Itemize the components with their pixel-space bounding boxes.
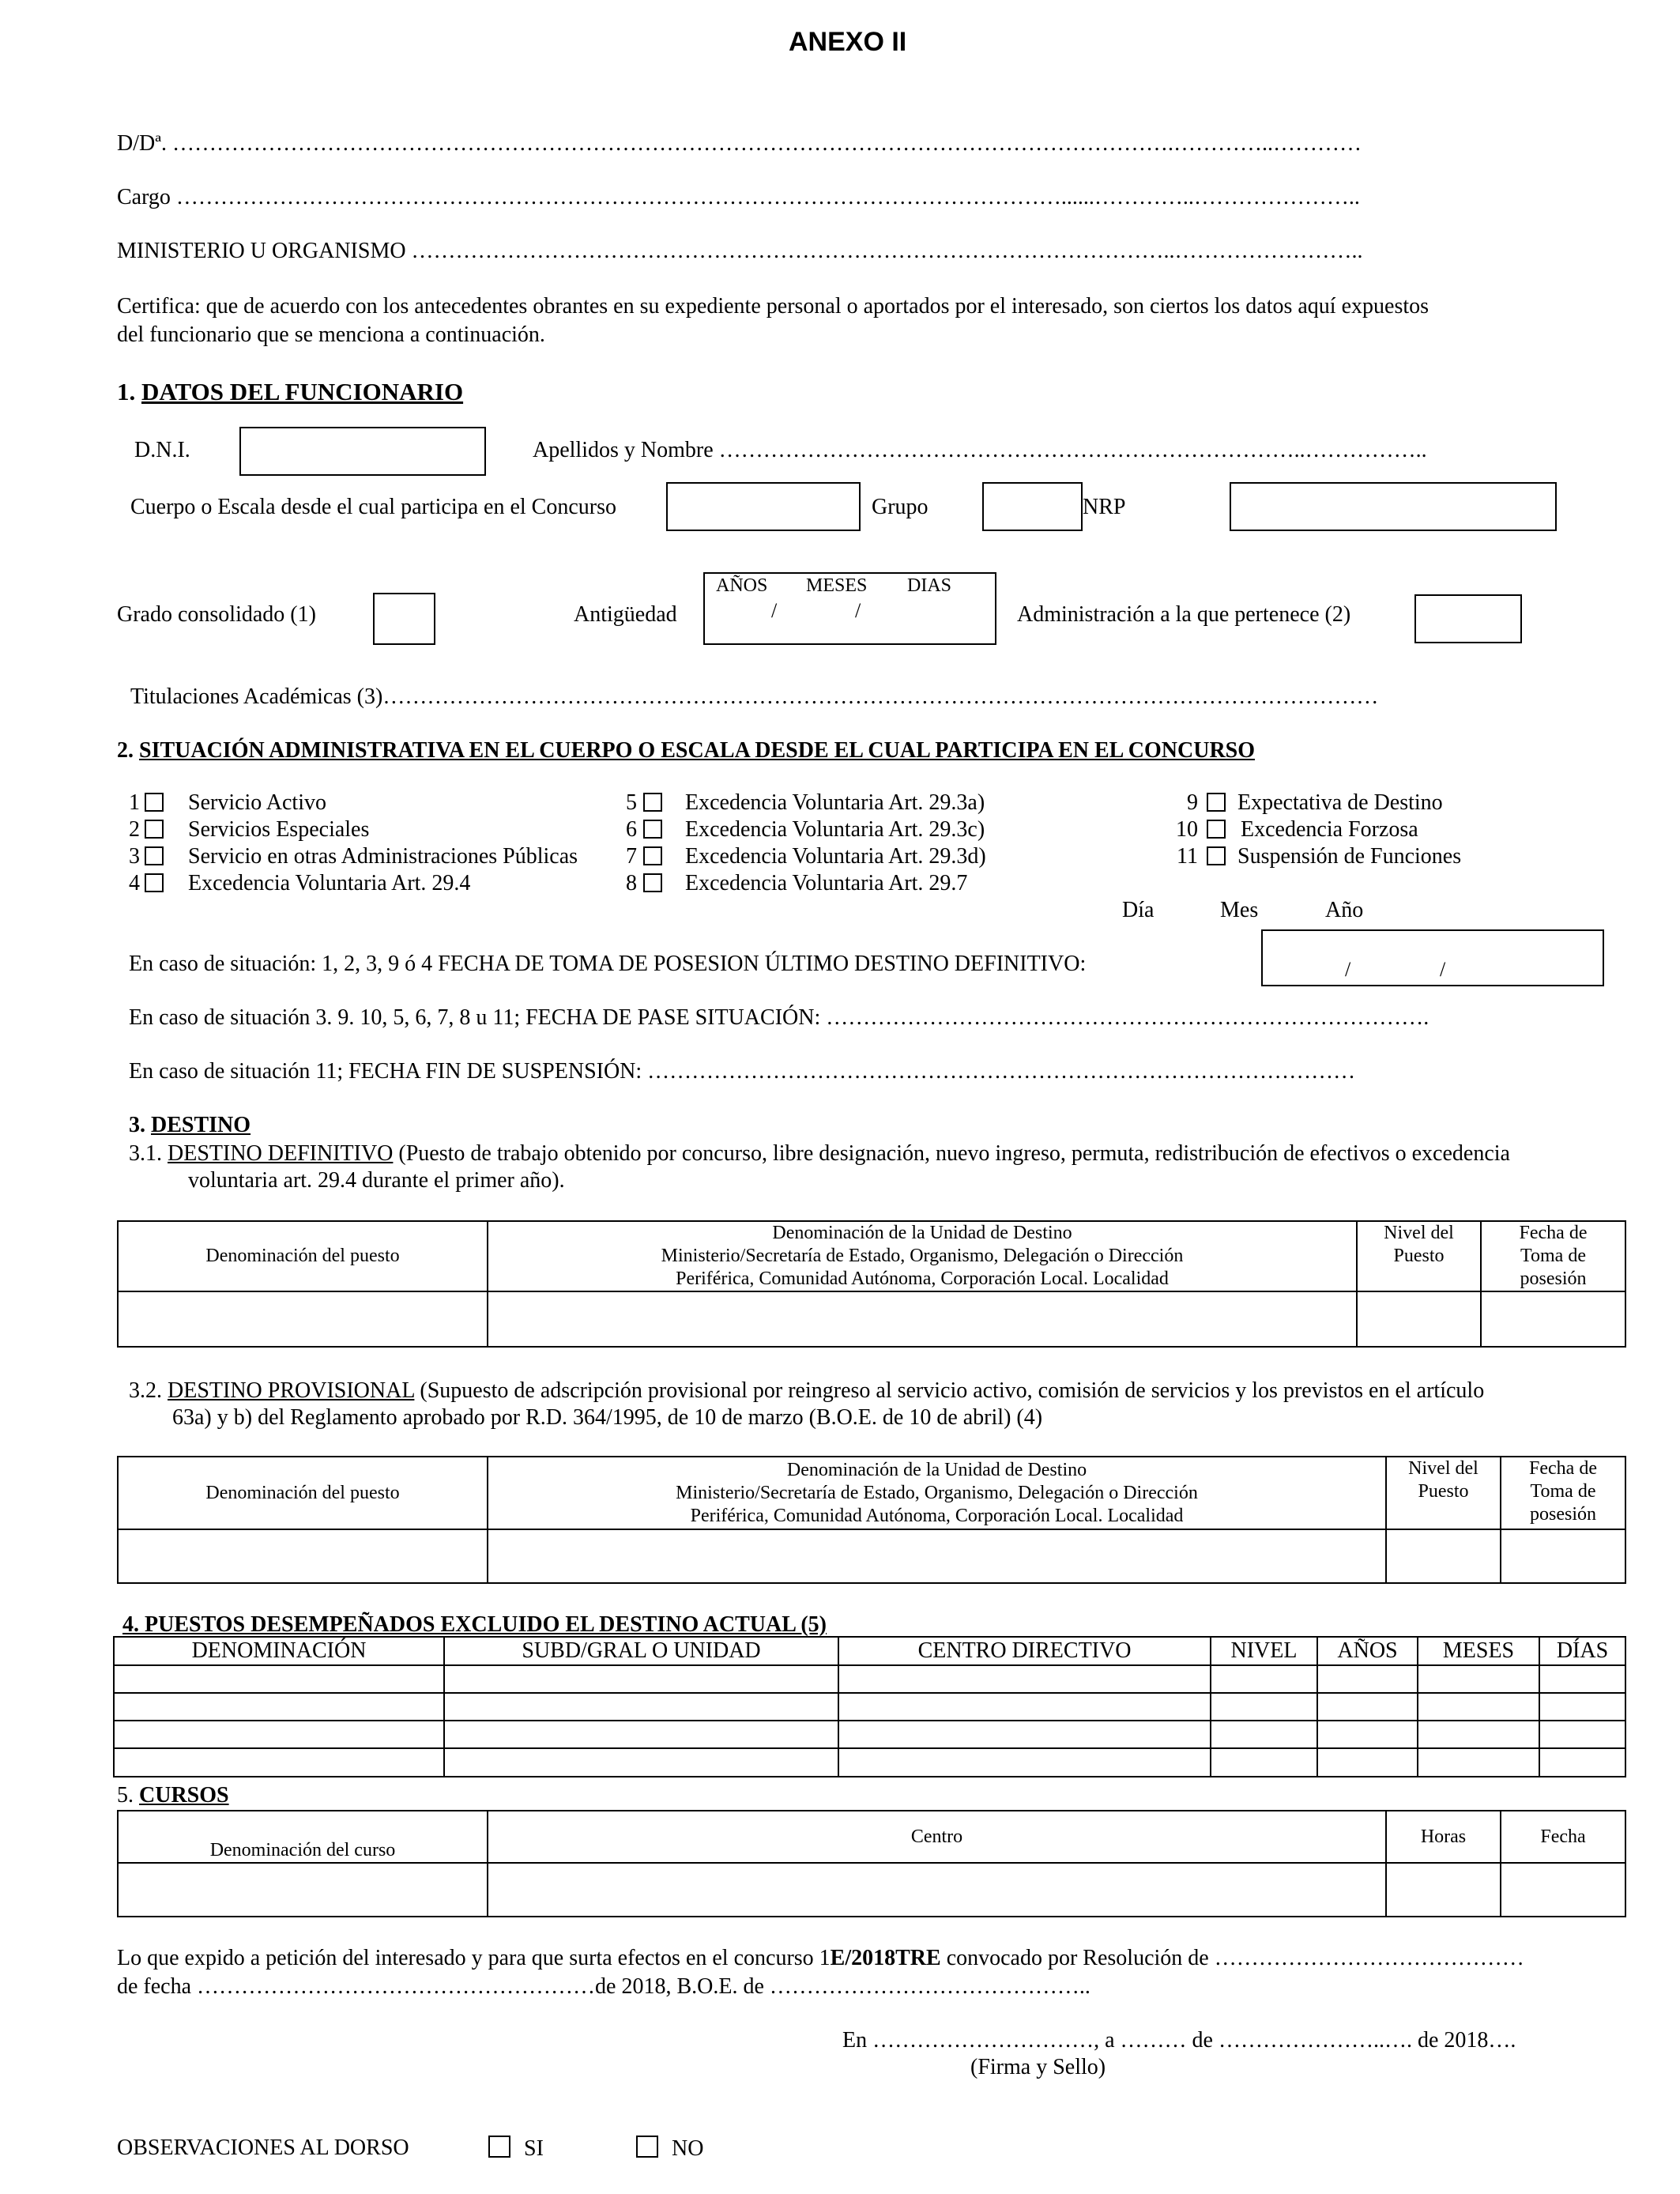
anos-label: AÑOS bbox=[716, 575, 768, 596]
table-row[interactable] bbox=[114, 1693, 1625, 1721]
cell-puesto[interactable] bbox=[118, 1291, 488, 1347]
checkbox-icon[interactable] bbox=[643, 846, 662, 865]
table-header-row bbox=[118, 1457, 1625, 1529]
destino-definitivo-text: 3.1. DESTINO DEFINITIVO (Puesto de trabajo obtenido por concurso, libre designación, nuevo ingreso, permuta, redistribución de efectivos o excedencia bbox=[129, 1141, 1510, 1166]
col-horas: Horas bbox=[1386, 1811, 1501, 1863]
toma-posesion-label: En caso de situación: 1, 2, 3, 9 ó 4 FECHA DE TOMA DE POSESION ÚLTIMO DESTINO DEFINITIVO: bbox=[129, 952, 1087, 976]
checkbox-icon[interactable] bbox=[145, 820, 164, 839]
table-cell[interactable] bbox=[1317, 1665, 1418, 1693]
pase-situacion-line[interactable]: En caso de situación 3. 9. 10, 5, 6, 7, 8 u 11; FECHA DE PASE SITUACIÓN: ………………………………………………………………………. bbox=[129, 1005, 1430, 1030]
col-nivel-puesto: Nivel del Puesto bbox=[1357, 1221, 1481, 1291]
cell-fecha[interactable] bbox=[1501, 1863, 1625, 1917]
checkbox-icon[interactable] bbox=[488, 2136, 510, 2158]
fecha-boe-line[interactable]: de fecha ………………………………………………de 2018, B.O.E. de …………………………………….. bbox=[117, 1974, 1090, 1999]
table-cell[interactable] bbox=[444, 1693, 838, 1721]
cell-puesto[interactable] bbox=[118, 1529, 488, 1583]
table-row[interactable] bbox=[114, 1748, 1625, 1777]
cuerpo-field[interactable] bbox=[666, 482, 861, 531]
cell-fecha[interactable] bbox=[1501, 1529, 1625, 1583]
ministerio-line[interactable]: MINISTERIO U ORGANISMO …………………………………………………………………………………………..…………………….. bbox=[117, 239, 1363, 263]
table-cell[interactable] bbox=[1211, 1748, 1317, 1777]
section-2-heading bbox=[117, 738, 1255, 763]
cursos-table bbox=[117, 1810, 1626, 1917]
table-cell[interactable] bbox=[1211, 1693, 1317, 1721]
checkbox-icon[interactable] bbox=[145, 873, 164, 892]
table-row[interactable] bbox=[114, 1665, 1625, 1693]
lugar-fecha-line[interactable]: En …………………………, a ……… de …………………..…. de 2018…. bbox=[842, 2028, 1516, 2053]
antiguedad-field[interactable] bbox=[703, 572, 996, 645]
section-5-number: 5. bbox=[117, 1783, 139, 1808]
destino-definitivo-text-2: voluntaria art. 29.4 durante el primer año). bbox=[188, 1168, 565, 1193]
table-cell[interactable] bbox=[444, 1665, 838, 1693]
administracion-field[interactable] bbox=[1414, 594, 1522, 643]
checkbox-icon[interactable] bbox=[643, 820, 662, 839]
cell-nivel[interactable] bbox=[1357, 1291, 1481, 1347]
destino-provisional-title: DESTINO PROVISIONAL bbox=[168, 1378, 415, 1403]
administracion-label: Administración a la que pertenece (2) bbox=[1017, 602, 1351, 627]
section-5-title: CURSOS bbox=[139, 1783, 229, 1808]
date-separator: / bbox=[1440, 958, 1446, 981]
destino-definitivo-table bbox=[117, 1220, 1626, 1348]
grupo-field[interactable] bbox=[982, 482, 1083, 531]
situacion-option-11[interactable]: 11 Suspensión de Funciones bbox=[1177, 844, 1462, 869]
puestos-desempenados-table bbox=[113, 1636, 1626, 1777]
col-nivel-puesto: Nivel del Puesto bbox=[1386, 1457, 1501, 1529]
concurso-code: E/2018TRE bbox=[830, 1946, 941, 1970]
col-denominacion-curso: Denominación del curso bbox=[118, 1811, 488, 1863]
table-row[interactable] bbox=[114, 1721, 1625, 1748]
situacion-option-7[interactable]: 7 Excedencia Voluntaria Art. 29.3d) bbox=[626, 844, 986, 869]
situacion-option-1[interactable]: 1 Servicio Activo bbox=[129, 790, 326, 815]
section-4-heading: 4. PUESTOS DESEMPEÑADOS EXCLUIDO EL DESTINO ACTUAL (5) bbox=[122, 1612, 827, 1637]
destino-provisional-table bbox=[117, 1456, 1626, 1584]
expido-line[interactable]: Lo que expido a petición del interesado y para que surta efectos en el concurso 1E/2018TRE convocado por Resolución de …………………………………… bbox=[117, 1946, 1524, 1970]
section-2-number: 2. bbox=[117, 738, 139, 763]
firma-sello-label: (Firma y Sello) bbox=[970, 2055, 1106, 2079]
table-cell[interactable] bbox=[1211, 1665, 1317, 1693]
checkbox-icon[interactable] bbox=[1207, 820, 1226, 839]
table-cell[interactable] bbox=[1418, 1665, 1539, 1693]
ano-label: Año bbox=[1325, 898, 1364, 922]
cell-unidad[interactable] bbox=[488, 1291, 1357, 1347]
dias-label: DIAS bbox=[907, 575, 952, 596]
col-denominacion-puesto: Denominación del puesto bbox=[118, 1221, 488, 1291]
section-5-heading bbox=[117, 1783, 229, 1808]
nrp-label: NRP bbox=[1083, 495, 1126, 519]
checkbox-icon[interactable] bbox=[1207, 846, 1226, 865]
observaciones-si-option[interactable]: SI bbox=[488, 2136, 544, 2162]
grado-label: Grado consolidado (1) bbox=[117, 602, 316, 627]
table-row[interactable] bbox=[118, 1291, 1625, 1347]
certifica-text-2: del funcionario que se menciona a continuación. bbox=[117, 322, 545, 347]
situacion-option-9[interactable]: 9 Expectativa de Destino bbox=[1187, 790, 1443, 815]
table-cell[interactable] bbox=[1317, 1748, 1418, 1777]
table-header-row bbox=[118, 1811, 1625, 1863]
table-cell[interactable] bbox=[838, 1693, 1211, 1721]
dia-label: Día bbox=[1122, 898, 1155, 922]
situacion-option-10[interactable]: 10 Excedencia Forzosa bbox=[1176, 817, 1418, 842]
table-header-row bbox=[114, 1637, 1625, 1665]
cuerpo-label: Cuerpo o Escala desde el cual participa en el Concurso bbox=[130, 495, 616, 519]
col-unidad-destino: Denominación de la Unidad de Destino Ministerio/Secretaría de Estado, Organismo, Delegación o Dirección Periférica, Comunidad Autónoma, Corporación Local. Localidad bbox=[488, 1457, 1386, 1529]
fin-suspension-line[interactable]: En caso de situación 11; FECHA FIN DE SUSPENSIÓN: …………………………………………………………………………………… bbox=[129, 1059, 1356, 1084]
dni-label: D.N.I. bbox=[134, 438, 190, 462]
table-cell[interactable] bbox=[1418, 1721, 1539, 1748]
table-cell[interactable] bbox=[838, 1665, 1211, 1693]
titulaciones-line[interactable]: Titulaciones Académicas (3)……………………………………………………………………………………………………………………… bbox=[130, 684, 1379, 709]
table-cell[interactable] bbox=[1539, 1693, 1625, 1721]
nrp-field[interactable] bbox=[1230, 482, 1557, 531]
table-cell[interactable] bbox=[838, 1748, 1211, 1777]
situacion-option-3[interactable]: 3 Servicio en otras Administraciones Públicas bbox=[129, 844, 578, 869]
col-denominacion-puesto: Denominación del puesto bbox=[118, 1457, 488, 1529]
table-row[interactable] bbox=[118, 1863, 1625, 1917]
destino-provisional-text-2: 63a) y b) del Reglamento aprobado por R.D. 364/1995, de 10 de marzo (B.O.E. de 10 de abril) (4) bbox=[172, 1405, 1043, 1430]
checkbox-icon[interactable] bbox=[643, 873, 662, 892]
table-cell[interactable] bbox=[1418, 1693, 1539, 1721]
situacion-option-2[interactable]: 2 Servicios Especiales bbox=[129, 817, 370, 842]
section-1-title: DATOS DEL FUNCIONARIO bbox=[141, 378, 464, 405]
destino-provisional-text: 3.2. DESTINO PROVISIONAL (Supuesto de adscripción provisional por reingreso al servicio activo, comisión de servicios y los previstos en el artículo bbox=[129, 1378, 1485, 1403]
situacion-option-6[interactable]: 6 Excedencia Voluntaria Art. 29.3c) bbox=[626, 817, 985, 842]
checkbox-icon[interactable] bbox=[145, 846, 164, 865]
section-1-number: 1. bbox=[117, 378, 141, 405]
col-fecha: Fecha bbox=[1501, 1811, 1625, 1863]
date-separator: / bbox=[771, 599, 778, 622]
col-fecha-toma: Fecha de Toma de posesión bbox=[1481, 1221, 1625, 1291]
grupo-label: Grupo bbox=[872, 495, 929, 519]
situacion-option-4[interactable]: 4 Excedencia Voluntaria Art. 29.4 bbox=[129, 871, 471, 895]
col-centro: Centro bbox=[488, 1811, 1386, 1863]
col-dias: DÍAS bbox=[1539, 1637, 1625, 1665]
certifica-text-1: Certifica: que de acuerdo con los antecedentes obrantes en su expediente personal o aportados por el interesado, son ciertos los datos aquí expuestos bbox=[117, 294, 1430, 319]
grado-field[interactable] bbox=[373, 593, 435, 645]
table-cell[interactable] bbox=[1539, 1721, 1625, 1748]
col-subd-gral: SUBD/GRAL O UNIDAD bbox=[444, 1637, 838, 1665]
mes-label: Mes bbox=[1220, 898, 1259, 922]
situacion-option-8[interactable]: 8 Excedencia Voluntaria Art. 29.7 bbox=[626, 871, 968, 895]
table-header-row bbox=[118, 1221, 1625, 1291]
cell-curso[interactable] bbox=[118, 1863, 488, 1917]
section-2-title: SITUACIÓN ADMINISTRATIVA EN EL CUERPO O ESCALA DESDE EL CUAL PARTICIPA EN EL CONCURSO bbox=[139, 738, 1256, 763]
table-cell[interactable] bbox=[1317, 1721, 1418, 1748]
col-centro-directivo: CENTRO DIRECTIVO bbox=[838, 1637, 1211, 1665]
observaciones-label: OBSERVACIONES AL DORSO bbox=[117, 2136, 409, 2160]
section-3-title: DESTINO bbox=[151, 1113, 251, 1137]
apellidos-line[interactable]: Apellidos y Nombre ……………………………………………………………………..…………….. bbox=[533, 438, 1427, 462]
col-meses: MESES bbox=[1418, 1637, 1539, 1665]
cell-nivel[interactable] bbox=[1386, 1529, 1501, 1583]
table-cell[interactable] bbox=[1211, 1721, 1317, 1748]
page-title: ANEXO II bbox=[789, 27, 907, 57]
observaciones-no-option[interactable]: NO bbox=[636, 2136, 703, 2162]
table-cell[interactable] bbox=[114, 1693, 444, 1721]
table-cell[interactable] bbox=[114, 1748, 444, 1777]
toma-posesion-field[interactable] bbox=[1261, 929, 1604, 986]
cell-fecha[interactable] bbox=[1481, 1291, 1625, 1347]
checkbox-icon[interactable] bbox=[636, 2136, 658, 2158]
table-cell[interactable] bbox=[444, 1721, 838, 1748]
dni-field[interactable] bbox=[239, 427, 486, 476]
destino-definitivo-title: DESTINO DEFINITIVO bbox=[168, 1141, 394, 1166]
meses-label: MESES bbox=[806, 575, 868, 596]
table-cell[interactable] bbox=[114, 1721, 444, 1748]
section-3-heading bbox=[129, 1113, 250, 1138]
table-cell[interactable] bbox=[1539, 1748, 1625, 1777]
cargo-line[interactable]: Cargo …………………………………………………………………………………………………………......…………..………………….. bbox=[117, 185, 1360, 209]
col-nivel: NIVEL bbox=[1211, 1637, 1317, 1665]
cell-unidad[interactable] bbox=[488, 1529, 1386, 1583]
checkbox-icon[interactable] bbox=[643, 793, 662, 812]
dda-line[interactable]: D/Dª. ……………………………………………………………………………………………………………………….…………..………… bbox=[117, 131, 1362, 156]
checkbox-icon[interactable] bbox=[145, 793, 164, 812]
antiguedad-label: Antigüedad bbox=[574, 602, 677, 627]
table-cell[interactable] bbox=[1539, 1665, 1625, 1693]
date-separator: / bbox=[855, 599, 861, 622]
col-denominacion: DENOMINACIÓN bbox=[114, 1637, 444, 1665]
table-cell[interactable] bbox=[1317, 1693, 1418, 1721]
section-1-heading bbox=[117, 378, 463, 406]
col-anos: AÑOS bbox=[1317, 1637, 1418, 1665]
checkbox-icon[interactable] bbox=[1207, 793, 1226, 812]
table-row[interactable] bbox=[118, 1529, 1625, 1583]
table-cell[interactable] bbox=[838, 1721, 1211, 1748]
cell-horas[interactable] bbox=[1386, 1863, 1501, 1917]
cell-centro[interactable] bbox=[488, 1863, 1386, 1917]
section-3-number: 3. bbox=[129, 1113, 151, 1137]
table-cell[interactable] bbox=[444, 1748, 838, 1777]
col-unidad-destino: Denominación de la Unidad de Destino Ministerio/Secretaría de Estado, Organismo, Delegación o Dirección Periférica, Comunidad Autónoma, Corporación Local. Localidad bbox=[488, 1221, 1357, 1291]
table-cell[interactable] bbox=[114, 1665, 444, 1693]
col-fecha-toma: Fecha de Toma de posesión bbox=[1501, 1457, 1625, 1529]
situacion-option-5[interactable]: 5 Excedencia Voluntaria Art. 29.3a) bbox=[626, 790, 985, 815]
table-cell[interactable] bbox=[1418, 1748, 1539, 1777]
date-separator: / bbox=[1345, 958, 1351, 981]
